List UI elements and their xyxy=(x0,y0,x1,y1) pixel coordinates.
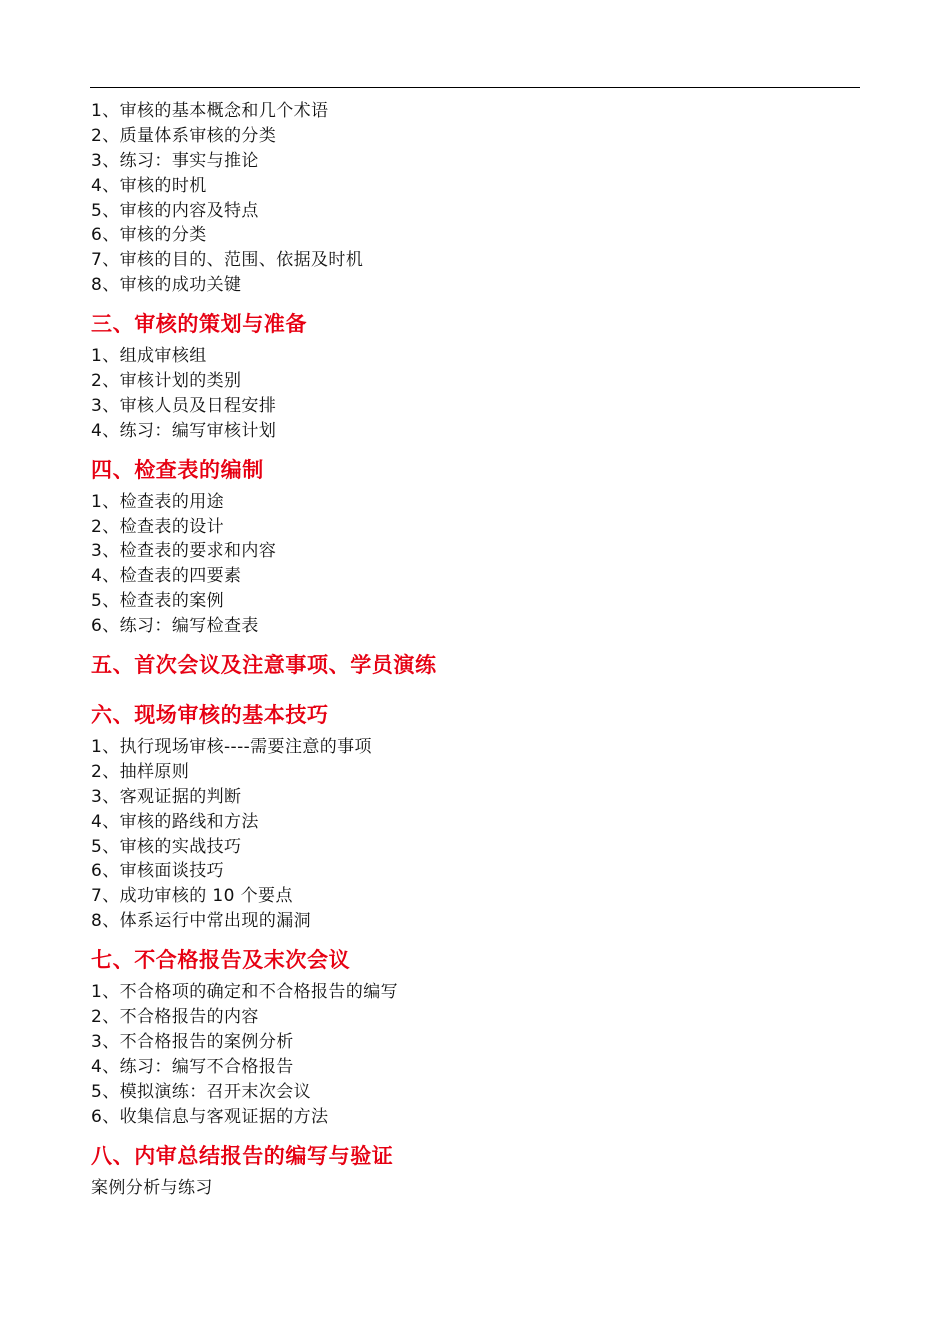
list-item: 2、不合格报告的内容 xyxy=(91,1007,259,1028)
section-heading: 八、内审总结报告的编写与验证 xyxy=(91,1143,394,1168)
list-item: 7、审核的目的、范围、依据及时机 xyxy=(91,250,364,271)
list-item: 4、练习：编写审核计划 xyxy=(91,420,277,441)
list-item: 6、收集信息与客观证据的方法 xyxy=(91,1106,329,1127)
list-item: 1、组成审核组 xyxy=(91,346,207,367)
list-item: 7、成功审核的 10 个要点 xyxy=(91,886,293,907)
list-item: 2、抽样原则 xyxy=(91,761,190,782)
list-item: 4、审核的时机 xyxy=(91,175,207,196)
list-item: 3、不合格报告的案例分析 xyxy=(91,1031,294,1052)
list-item: 3、检查表的要求和内容 xyxy=(91,541,277,562)
list-item: 案例分析与练习 xyxy=(91,1177,213,1198)
list-item: 8、审核的成功关键 xyxy=(91,275,242,296)
list-item: 6、审核面谈技巧 xyxy=(91,861,225,882)
list-item: 8、体系运行中常出现的漏洞 xyxy=(91,911,312,932)
list-item: 6、审核的分类 xyxy=(91,225,207,246)
list-item: 5、审核的内容及特点 xyxy=(91,200,259,221)
list-item: 1、审核的基本概念和几个术语 xyxy=(91,101,329,121)
list-item: 2、检查表的设计 xyxy=(91,516,225,537)
section-list xyxy=(91,980,861,1129)
list-item: 5、检查表的案例 xyxy=(91,591,225,612)
section-list xyxy=(91,1176,861,1201)
list-item: 3、客观证据的判断 xyxy=(91,786,242,807)
list-item: 3、练习：事实与推论 xyxy=(91,150,259,171)
section-heading: 五、首次会议及注意事项、学员演练 xyxy=(91,653,437,678)
list-item: 4、练习：编写不合格报告 xyxy=(91,1056,294,1077)
list-item: 1、不合格项的确定和不合格报告的编写 xyxy=(91,982,399,1003)
list-item: 6、练习：编写检查表 xyxy=(91,616,259,637)
section-checklist xyxy=(91,456,861,639)
list-item: 5、模拟演练：召开末次会议 xyxy=(91,1081,312,1102)
section-heading: 七、不合格报告及末次会议 xyxy=(91,948,351,973)
section-list xyxy=(91,490,861,639)
section-heading: 四、检查表的编制 xyxy=(91,457,264,482)
section-list xyxy=(91,735,861,934)
section-onsite-audit xyxy=(91,701,861,934)
section-heading: 三、审核的策划与准备 xyxy=(91,312,307,337)
list-item: 3、审核人员及日程安排 xyxy=(91,395,277,416)
document-body xyxy=(91,99,861,1200)
section-planning xyxy=(91,310,861,444)
section-heading: 六、现场审核的基本技巧 xyxy=(91,703,329,728)
list-item: 4、审核的路线和方法 xyxy=(91,811,259,832)
intro-list xyxy=(91,99,861,298)
list-item: 2、审核计划的类别 xyxy=(91,371,242,392)
list-item: 1、检查表的用途 xyxy=(91,491,225,512)
section-summary-report xyxy=(91,1142,861,1201)
list-item: 4、检查表的四要素 xyxy=(91,566,242,587)
list-item: 5、审核的实战技巧 xyxy=(91,836,242,857)
list-item: 1、执行现场审核----需要注意的事项 xyxy=(91,737,372,758)
section-list xyxy=(91,344,861,444)
header-rule xyxy=(90,87,860,88)
section-nonconformity xyxy=(91,946,861,1129)
section-first-meeting xyxy=(91,651,861,679)
list-item: 2、质量体系审核的分类 xyxy=(91,125,277,146)
